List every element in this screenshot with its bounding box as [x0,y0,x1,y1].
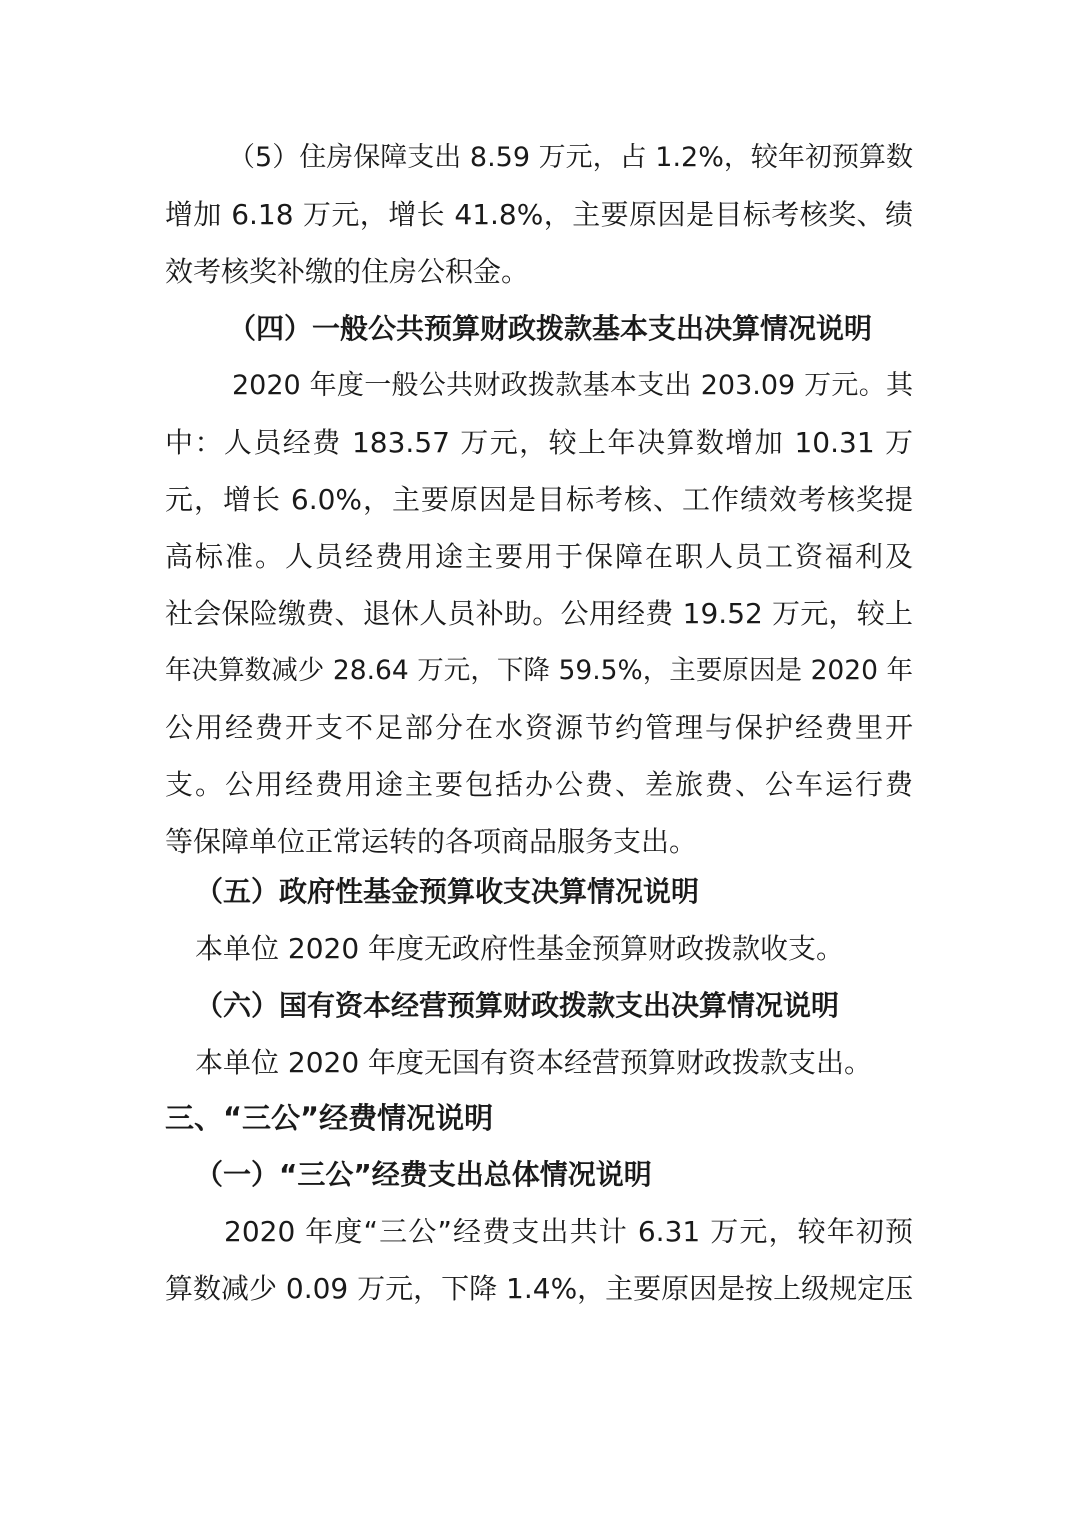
section-four-line-5: 社会保险缴费、退休人员补助。公用经费 19.52 万元，较上 [165,597,913,630]
section-four-line-6: 年决算数减少 28.64 万元，下降 59.5%，主要原因是 2020 年 [165,655,913,686]
section-four-line-3: 元，增长 6.0%，主要原因是目标考核、工作绩效考核奖提 [165,483,913,516]
housing-line-3: 效考核奖补缴的住房公积金。 [165,255,530,288]
section-three-line-2: 算数减少 0.09 万元，下降 1.4%，主要原因是按上级规定压 [165,1272,913,1305]
section-five-text: 本单位 2020 年度无政府性基金预算财政拨款收支。 [195,932,845,965]
section-four-heading: （四）一般公共预算财政拨款基本支出决算情况说明 [228,312,873,345]
section-three-subheading: （一）“三公”经费支出总体情况说明 [195,1158,652,1191]
section-four-line-9: 等保障单位正常运转的各项商品服务支出。 [165,825,698,858]
section-three-line-1: 2020 年度“三公”经费支出共计 6.31 万元，较年初预 [224,1215,913,1248]
housing-line-2: 增加 6.18 万元，增长 41.8%，主要原因是目标考核奖、绩 [165,198,913,231]
section-four-line-4: 高标准。人员经费用途主要用于保障在职人员工资福利及 [165,540,913,573]
section-six-text: 本单位 2020 年度无国有资本经营预算财政拨款支出。 [195,1046,873,1079]
section-three-title: 三、“三公”经费情况说明 [165,1101,494,1135]
section-five-heading: （五）政府性基金预算收支决算情况说明 [195,875,700,908]
section-four-line-7: 公用经费开支不足部分在水资源节约管理与保护经费里开 [165,711,913,744]
housing-line-1: （5）住房保障支出 8.59 万元，占 1.2%，较年初预算数 [228,142,913,173]
section-four-line-1: 2020 年度一般公共财政拨款基本支出 203.09 万元。其 [232,370,913,401]
section-four-line-8: 支。公用经费用途主要包括办公费、差旅费、公车运行费 [165,768,913,801]
section-six-heading: （六）国有资本经营预算财政拨款支出决算情况说明 [195,989,840,1022]
section-four-line-2: 中：人员经费 183.57 万元，较上年决算数增加 10.31 万 [165,426,913,459]
